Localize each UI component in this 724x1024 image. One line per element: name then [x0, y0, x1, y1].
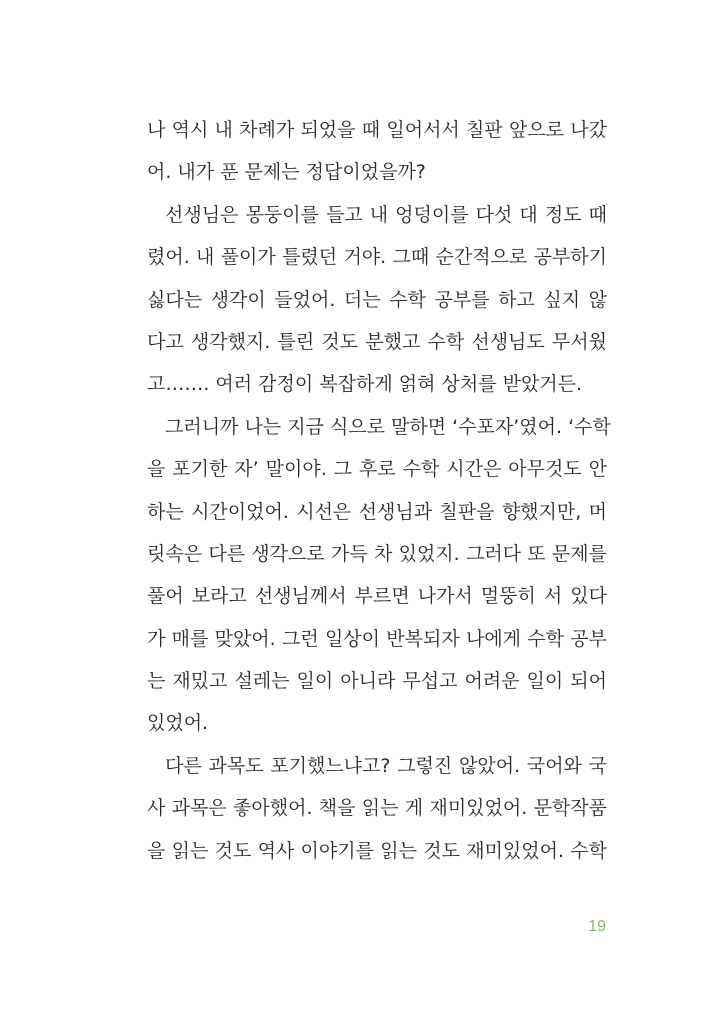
text-line: 사 과목은 좋아했어. 책을 읽는 게 재미있었어. 문학작품: [147, 797, 607, 820]
body-text: [147, 109, 611, 872]
text-line: 있었어.: [147, 712, 209, 735]
text-line: 을 포기한 자’ 말이야. 그 후로 수학 시간은 아무것도 안: [147, 458, 607, 481]
text-line: 다고 생각했지. 틀린 것도 분했고 수학 선생님도 무서웠: [147, 330, 607, 353]
text-line: 그러니까 나는 지금 식으로 말하면 ‘수포자’였어. ‘수학: [165, 415, 611, 438]
text-line: 하는 시간이었어. 시선은 선생님과 칠판을 향했지만, 머: [147, 500, 607, 523]
text-line: 싫다는 생각이 들었어. 더는 수학 공부를 하고 싶지 않: [147, 288, 607, 311]
text-line: 풀어 보라고 선생님께서 부르면 나가서 멀뚱히 서 있다: [147, 585, 607, 608]
page-number: 19: [588, 918, 606, 935]
text-line: 가 매를 맞았어. 그런 일상이 반복되자 나에게 수학 공부: [147, 627, 607, 650]
text-line: 다른 과목도 포기했느냐고? 그렇진 않았어. 국어와 국: [165, 754, 607, 777]
text-line: 어. 내가 푼 문제는 정답이었을까?: [147, 161, 426, 184]
text-line: 고……. 여러 감정이 복잡하게 얽혀 상처를 받았거든.: [147, 373, 583, 396]
text-line: 릿속은 다른 생각으로 가득 차 있었지. 그러다 또 문제를: [147, 542, 607, 565]
text-line: 선생님은 몽둥이를 들고 내 엉덩이를 다섯 대 정도 때: [165, 203, 607, 226]
text-line: 는 재밌고 설레는 일이 아니라 무섭고 어려운 일이 되어: [147, 670, 607, 693]
text-line: 나 역시 내 차례가 되었을 때 일어서서 칠판 앞으로 나갔: [147, 119, 607, 141]
text-line: 을 읽는 것도 역사 이야기를 읽는 것도 재미있었어. 수학: [147, 839, 607, 862]
text-line: 렸어. 내 풀이가 틀렸던 거야. 그때 순간적으로 공부하기: [147, 246, 607, 269]
